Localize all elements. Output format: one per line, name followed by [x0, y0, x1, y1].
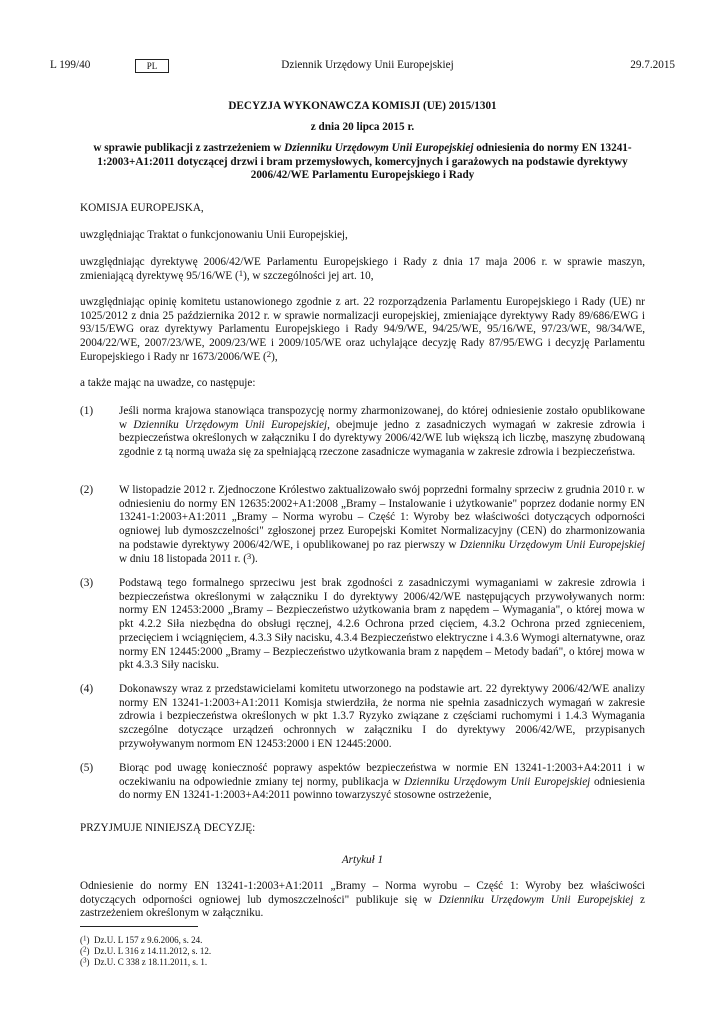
recital-text: Dokonawszy wraz z przedstawicielami komitetu utworzonego na podstawie art. 22 dyrektywy 2006/42/WE analizy normy EN 13241-1:2003+A1:2011 Komisja stwierdziła, że norma nie spełnia zasadniczych wymagań w zakresie zdrowia i bezpieczeństwa określonych w pkt 1.3.7 Ryzyko związane z częściami ruchomymi i 1.4.3 Wymagania szczególne dotyczące urządzeń ochronnych w załączniku I do dyrektywy 2006/42/WE, przypisanych przywoływanym normom EN 12453:2000 i EN 12445:2000. — [119, 683, 645, 750]
journal-name-italic: Dzienniku Urzędowym Unii Europejskiej — [284, 142, 474, 154]
footnote-ref[interactable]: 1 — [238, 267, 244, 278]
recital-text: Podstawą tego formalnego sprzeciwu jest brak zgodności z zasadniczymi wymaganiami w zakresie zdrowia i bezpieczeństwa określonymi w załączniku I do dyrektywy 2006/42/WE następujących przywoływanych norm: normy EN 12453:2000 „Bramy – Bezpieczeństwo użytkowania bram z napędem – Wymagania", o której mowa w pkt 4.2.2 Siła niezbędna do obsługi ręcznej, 4.2.6 Ochrona przed cięciem, 4.3.2 Ochrona przed zgnieceniem, przecięciem i wciągnięciem, 4.3.3 Siły nacisku, 4.3.4 Bezpieczeństwo elektryczne i 4.3.6 Wymogi alternatywne, oraz normy EN 12445:2000 „Bramy – Bezpieczeństwo użytkowania bram z napędem – Metody badań", o której mowa w pkt 4.3.3 Siły nacisku. — [119, 577, 645, 672]
recital-5 — [80, 762, 645, 803]
journal-title: Dziennik Urzędowy Unii Europejskiej — [281, 59, 454, 71]
recital-number: (2) — [80, 484, 94, 496]
recital-4 — [80, 683, 645, 752]
adopts-decision: PRZYJMUJE NINIEJSZĄ DECYZJĘ: — [80, 822, 256, 834]
recital-number: (4) — [80, 683, 94, 695]
recital-text: W listopadzie 2012 r. Zjednoczone Królestwo zaktualizowało swój poprzedni formalny sprzeciw z grudnia 2010 r. w odniesieniu do normy EN 12635:2002+A1:2008 „Bramy – Instalowanie i użytkowanie" poprzez dodanie normy EN 13241-1:2003+A1:2011 „Bramy – Norma wyrobu – Część 1: Wyroby bez właściwości dotyczących odporności ogniowej lub dymoszczelności" zgłoszonej przez Europejski Komitet Normalizacyjny (CEN) do zharmonizowania na podstawie dyrektywy 2006/42/WE, i opublikowanej po raz pierwszy w Dzienniku Urzędowym Unii Europejskiej w dniu 18 listopada 2011 r. ($^3$). — [119, 484, 645, 565]
recital-number: (5) — [80, 762, 94, 774]
recital-1 — [80, 405, 645, 460]
language-badge: PL — [135, 59, 169, 73]
decision-date: z dnia 20 lipca 2015 r. — [310, 121, 415, 133]
recital-number: (3) — [80, 577, 94, 589]
recital-number: (1) — [80, 405, 94, 417]
preamble-opinion: uwzględniając opinię komitetu ustanowionego zgodnie z art. 22 rozporządzenia Parlamentu Europejskiego i Rady (UE) nr 1025/2012 z dnia 25 października 2012 r. w sprawie normalizacji europejskiej, zmieniające dyrektywy Rady 89/686/EWG i 93/15/EWG oraz dyrektywy Parlamentu Europejskiego i Rady 94/9/WE, 94/25/WE, 95/16/WE, 97/23/WE, 98/34/WE, 2004/22/WE, 2007/23/WE, 2009/23/WE i 2009/105/WE oraz uchylające decyzję Rady 87/95/EWG i decyzję Parlamentu Europejskiego i Rady nr 1673/2006/WE ($^2$), — [80, 296, 645, 363]
preamble-whereas: a także mając na uwadze, co następuje: — [80, 377, 256, 389]
preamble-treaty: uwzględniając Traktat o funkcjonowaniu Unii Europejskiej, — [80, 229, 348, 241]
article-1-text: Odniesienie do normy EN 13241-1:2003+A1:2011 „Bramy – Norma wyrobu – Część 1: Wyroby bez właściwości dotyczących odporności ogniowej lub dymoszczelności" publikuje się w Dzienniku Urzędowym Unii Europejskiej z zastrzeżeniem określonym w załączniku. — [80, 880, 646, 920]
recital-text: Jeśli norma krajowa stanowiąca transpozycję normy zharmonizowanej, do której odniesienie zostało opublikowane w Dzienniku Urzędowym Unii Europejskiej, obejmuje jedno z zasadniczych wymagań w zakresie zdrowia i bezpieczeństwa określonych w załączniku I do dyrektywy 2006/42/WE lub większą ich liczbę, maszynę zbudowaną zgodnie z tą normą uważa się za spełniającą rzeczone zasadnicze wymagania w zakresie zdrowia i bezpieczeństwa. — [119, 405, 645, 459]
article-1-heading: Artykuł 1 — [341, 854, 384, 866]
footnote-separator — [80, 926, 198, 927]
footnote-1: ($^1$) Dz.U. L 157 z 9.6.2006, s. 24. — [80, 934, 203, 945]
preamble-commission: KOMISJA EUROPEJSKA, — [80, 202, 204, 214]
footnote-ref[interactable]: 3 — [246, 550, 252, 561]
footnote-ref[interactable]: 2 — [266, 348, 272, 359]
recital-2 — [80, 484, 645, 566]
preamble-directive: uwzględniając dyrektywę 2006/42/WE Parlamentu Europejskiego i Rady z dnia 17 maja 2006 r. w sprawie maszyn, zmieniającą dyrektywę 95/16/WE ($^1$), w szczególności jej art. 10, — [80, 256, 645, 282]
footnote-2: ($^2$) Dz.U. L 316 z 14.11.2012, s. 12. — [80, 945, 212, 956]
page-issue-number: L 199/40 — [50, 59, 91, 71]
decision-title: DECYZJA WYKONAWCZA KOMISJI (UE) 2015/1301 — [228, 100, 497, 112]
decision-subject: w sprawie publikacji z zastrzeżeniem w Dzienniku Urzędowym Unii Europejskiej odniesienia do normy EN 13241-1:2003+A1:2011 dotyczącej drzwi i bram przemysłowych, komercyjnych i garażowych na podstawie dyrektywy 2006/42/WE Parlamentu Europejskiego i Rady — [93, 142, 632, 182]
recital-text: Biorąc pod uwagę konieczność poprawy aspektów bezpieczeństwa w normie EN 13241-1:2003+A4:2011 i w oczekiwaniu na odpowiednie zmiany tej normy, publikacja w Dzienniku Urzędowym Unii Europejskiej odniesienia do normy EN 13241-1:2003+A4:2011 powinno towarzyszyć stosowne ostrzeżenie, — [119, 762, 646, 802]
publication-date: 29.7.2015 — [630, 59, 675, 71]
recital-3 — [80, 577, 645, 673]
footnote-3: ($^3$) Dz.U. C 338 z 18.11.2011, s. 1. — [80, 956, 208, 967]
